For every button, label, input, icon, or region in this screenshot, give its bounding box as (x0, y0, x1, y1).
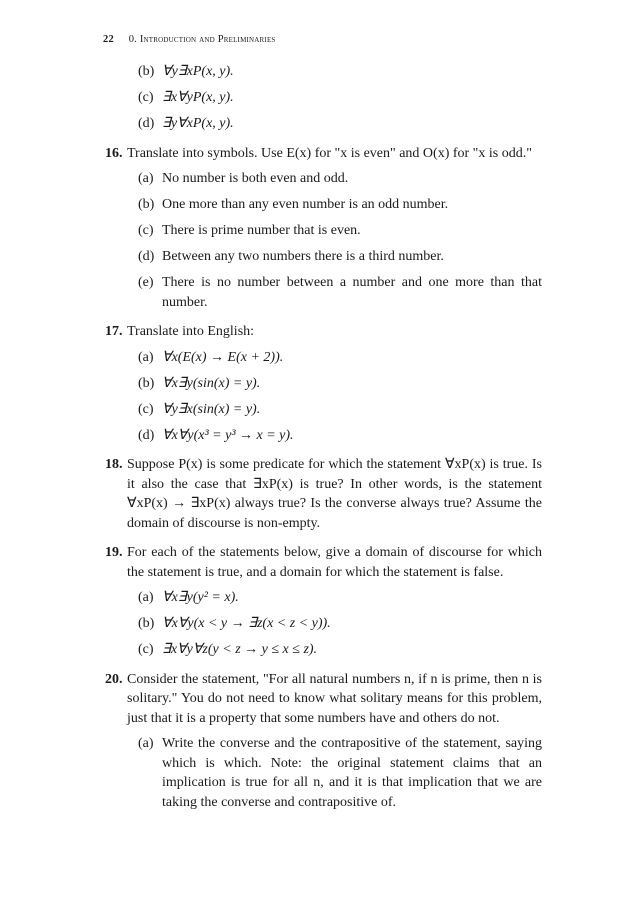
list-item: (b) ∀x∀y(x < y → ∃z(x < z < y)). (138, 616, 331, 631)
list-item: (c) ∃x∀yP(x, y). (138, 90, 234, 105)
list-item: (b) ∀x∃y(sin(x) = y). (138, 375, 261, 391)
problem-18: 18. Suppose P(x) is some predicate for which the statement ∀xP(x) is true. Is it also the case that ∃xP(x) is true? In other words, is the statement ∀xP(x) → ∃xP(x) always true? Is the converse always true? Assume the domain of discourse is non-empty. (105, 457, 542, 531)
running-header (103, 34, 276, 45)
list-item: (b) ∀y∃xP(x, y). (138, 64, 234, 79)
problem-16: 16. Translate into symbols. Use E(x) for "x is even" and O(x) for "x is odd." (105, 145, 532, 161)
list-item: (e) There is no number between a number and one more than that number. (138, 275, 542, 310)
list-item: (d) Between any two numbers there is a third number. (138, 249, 444, 264)
problem-20: 20. Consider the statement, "For all natural numbers n, if n is prime, then n is solitary." You do not need to know what solitary means for this problem, just that it is a property that some numbers have and others do not. (105, 671, 542, 726)
running-title: 0. Introduction and Preliminaries (128, 34, 276, 45)
list-item: (c) ∀y∃x(sin(x) = y). (138, 401, 261, 417)
list-item: (a) ∀x∃y(y² = x). (138, 590, 239, 605)
problem-text: Consider the statement, "For all natural numbers n, if n is prime, then n is solitary." You do not need to know what solitary means for this problem, just that it is a property that some numbers have and others do not. (127, 671, 542, 726)
problem-19: 19. For each of the statements below, give a domain of discourse for which the statement is true, and a domain for which the statement is false. (105, 545, 542, 580)
page-number: 22 (103, 34, 114, 45)
list-item: (d) ∃y∀xP(x, y). (138, 116, 234, 131)
problem-text: Translate into symbols. Use E(x) for "x is even" and O(x) for "x is odd." (127, 145, 532, 161)
exercise-list (105, 62, 542, 819)
list-item: (c) ∃x∀y∀z(y < z → y ≤ x ≤ z). (138, 642, 318, 657)
list-item: (d) ∀x∀y(x³ = y³ → x = y). (138, 427, 294, 443)
list-item: (a) ∀x(E(x) → E(x + 2)). (138, 349, 284, 365)
problem-text: For each of the statements below, give a domain of discourse for which the statement is true, and a domain for which the statement is false. (127, 545, 542, 580)
problem-text: Suppose P(x) is some predicate for which the statement ∀xP(x) is true. Is it also the case that ∃xP(x) is true? In other words, is the statement ∀xP(x) → ∃xP(x) always true? Is the converse always true? Assume the domain of discourse is non-empty. (127, 457, 542, 531)
list-item: (b) One more than any even number is an odd number. (138, 197, 449, 212)
list-item: (a) No number is both even and odd. (138, 171, 349, 186)
list-item: (c) There is prime number that is even. (138, 223, 361, 238)
problem-text: Translate into English: (127, 324, 255, 339)
problem-17: 17. Translate into English: (105, 324, 255, 339)
list-item: (a) Write the converse and the contrapositive of the statement, saying which is which. Note: the original statement claims that an implication is true for all n, and it is that implication that we are taking the converse and contrapositive of. (138, 736, 542, 810)
